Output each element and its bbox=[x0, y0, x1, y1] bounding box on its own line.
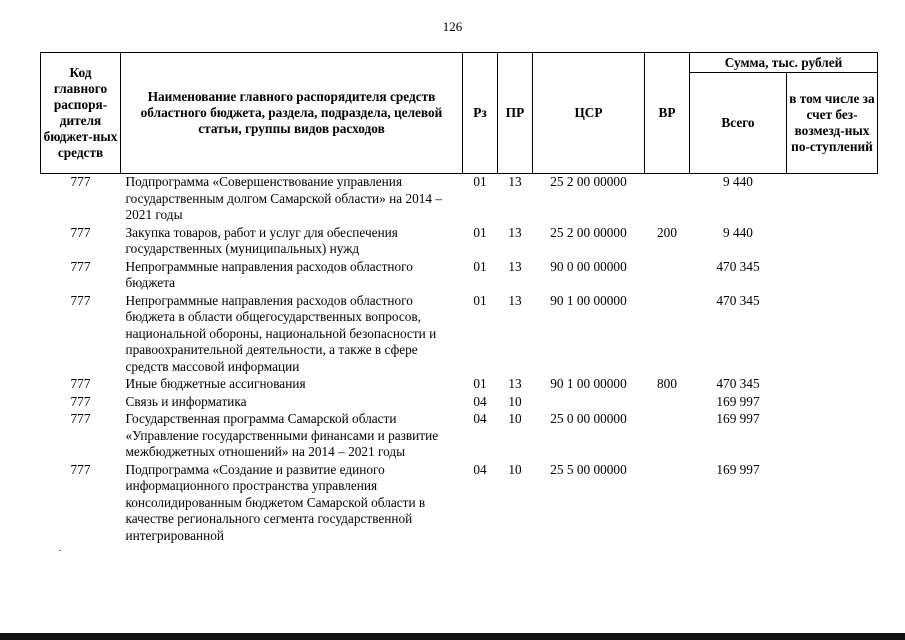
budget-table bbox=[40, 52, 878, 545]
cell-code: 777 bbox=[70, 393, 91, 409]
cell-rz: 04 bbox=[473, 393, 487, 409]
cell-pr: 13 bbox=[508, 174, 522, 189]
cell-code: 777 bbox=[70, 224, 91, 240]
cell-incl bbox=[787, 394, 878, 412]
cell-csr: 25 5 00 00000 bbox=[550, 461, 627, 477]
cell-code: 777 bbox=[70, 461, 91, 477]
table-row bbox=[41, 225, 878, 259]
cell-pr: 13 bbox=[508, 292, 522, 308]
cell-vr: 800 bbox=[657, 376, 677, 391]
cell-name: Непрограммные направления расходов областного бюджета в области общегосударственных вопросов, национальной обороны, национальной безопасности и правоохранительной деятельности, а также в сфере средств массовой информации bbox=[125, 292, 437, 374]
cell-name: Иные бюджетные ассигнования bbox=[125, 376, 306, 391]
cell-rz: 01 bbox=[473, 376, 487, 391]
cell-rz: 04 bbox=[473, 411, 487, 426]
cell-pr: 10 bbox=[508, 393, 522, 409]
table-row bbox=[41, 174, 878, 225]
cell-vr bbox=[645, 293, 690, 377]
cell-csr: 90 1 00 00000 bbox=[550, 292, 627, 308]
cell-name: Непрограммные направления расходов областного бюджета bbox=[125, 258, 413, 290]
table-row bbox=[41, 376, 878, 394]
cell-total: 470 345 bbox=[716, 258, 760, 274]
cell-incl bbox=[787, 225, 878, 259]
cell-total: 169 997 bbox=[716, 393, 760, 409]
table-row bbox=[41, 259, 878, 293]
page-number: 126 bbox=[442, 19, 463, 34]
cell-name: Подпрограмма «Совершенствование управления государственным долгом Самарской области» на 2014 – 2021 годы bbox=[125, 174, 443, 222]
header-name: Наименование главного распорядителя средств областного бюджета, раздела, подраздела, целевой статьи, группы видов расходов bbox=[121, 53, 463, 174]
cell-name: Государственная программа Самарской области «Управление государственными финансами и развитие межбюджетных отношений» на 2014 – 2021 годы bbox=[125, 411, 439, 459]
cell-code: 777 bbox=[70, 411, 91, 426]
scan-speck bbox=[59, 550, 61, 551]
cell-vr: 200 bbox=[657, 224, 677, 240]
table-row bbox=[41, 462, 878, 546]
cell-name: Подпрограмма «Создание и развитие единого информационного пространства управления консолидированным бюджетом Самарской области в качестве регионального сегмента государственной интегрированной bbox=[125, 461, 426, 543]
cell-csr: 90 1 00 00000 bbox=[550, 376, 627, 391]
cell-total: 9 440 bbox=[723, 174, 753, 189]
cell-pr: 10 bbox=[508, 411, 522, 426]
cell-vr bbox=[645, 394, 690, 412]
cell-total: 9 440 bbox=[723, 224, 753, 240]
table-row bbox=[41, 394, 878, 412]
cell-incl bbox=[787, 174, 878, 225]
cell-total: 169 997 bbox=[716, 461, 760, 477]
table-row bbox=[41, 293, 878, 377]
cell-rz: 01 bbox=[473, 292, 487, 308]
header-total: Всего bbox=[690, 73, 787, 174]
cell-csr: 90 0 00 00000 bbox=[550, 258, 627, 274]
cell-total: 470 345 bbox=[716, 376, 760, 391]
cell-name: Связь и информатика bbox=[125, 393, 247, 409]
cell-vr bbox=[645, 259, 690, 293]
cell-rz: 01 bbox=[473, 174, 487, 189]
cell-pr: 13 bbox=[508, 258, 522, 274]
cell-incl bbox=[787, 376, 878, 394]
bottom-border bbox=[0, 633, 905, 640]
cell-code: 777 bbox=[70, 258, 91, 274]
cell-incl bbox=[787, 411, 878, 462]
cell-csr bbox=[533, 394, 645, 412]
header-csr: ЦСР bbox=[533, 53, 645, 174]
cell-pr: 13 bbox=[508, 376, 522, 391]
cell-rz: 01 bbox=[473, 258, 487, 274]
cell-incl bbox=[787, 259, 878, 293]
header-vr: ВР bbox=[645, 53, 690, 174]
table-row bbox=[41, 411, 878, 462]
cell-rz: 04 bbox=[473, 461, 487, 477]
header-incl: в том числе за счет без-возмезд-ных по-ступлений bbox=[787, 73, 878, 174]
cell-code: 777 bbox=[70, 376, 91, 391]
cell-csr: 25 2 00 00000 bbox=[550, 174, 627, 189]
cell-rz: 01 bbox=[473, 224, 487, 240]
cell-pr: 10 bbox=[508, 461, 522, 477]
cell-pr: 13 bbox=[508, 224, 522, 240]
cell-vr bbox=[645, 174, 690, 225]
cell-code: 777 bbox=[70, 174, 91, 189]
cell-vr bbox=[645, 411, 690, 462]
header-code: Код главного распоря-дителя бюджет-ных средств bbox=[41, 53, 121, 174]
header-sum: Сумма, тыс. рублей bbox=[690, 53, 878, 73]
cell-csr: 25 0 00 00000 bbox=[550, 411, 627, 426]
cell-code: 777 bbox=[70, 292, 91, 308]
cell-name: Закупка товаров, работ и услуг для обеспечения государственных (муниципальных) нужд bbox=[125, 224, 398, 256]
header-pr: ПР bbox=[498, 53, 533, 174]
cell-incl bbox=[787, 293, 878, 377]
cell-vr bbox=[645, 462, 690, 546]
header-rz: Рз bbox=[463, 53, 498, 174]
cell-total: 169 997 bbox=[716, 411, 760, 426]
cell-total: 470 345 bbox=[716, 292, 760, 308]
cell-csr: 25 2 00 00000 bbox=[550, 224, 627, 240]
cell-incl bbox=[787, 462, 878, 546]
